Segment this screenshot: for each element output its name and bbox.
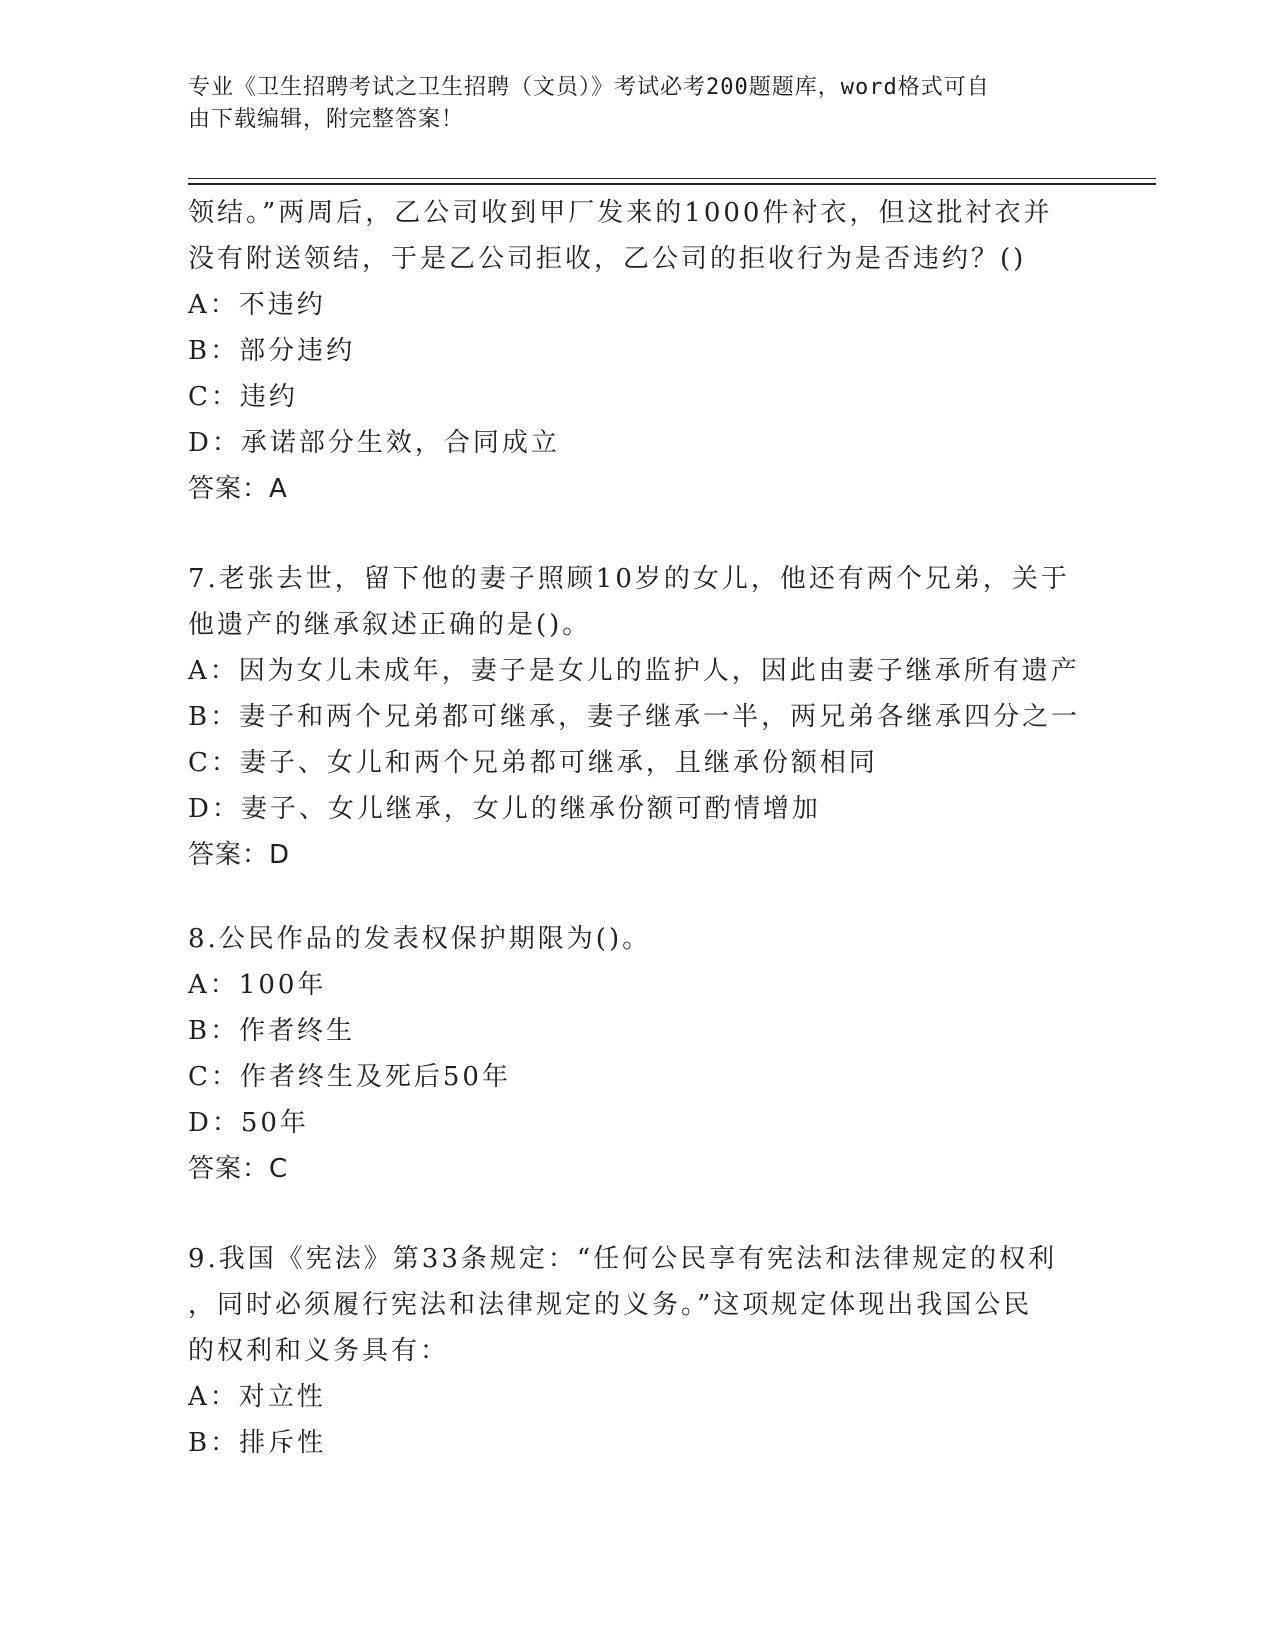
- answer-line: 答案：A: [188, 474, 288, 504]
- option-c: C：妻子、女儿和两个兄弟都可继承，且继承份额相同: [188, 748, 878, 778]
- question-stem: 领结。”两周后，乙公司收到甲厂发来的1000件衬衣，但这批衬衣并: [188, 198, 1053, 228]
- spacer: [188, 1192, 1088, 1236]
- option-c: C：作者终生及死后50年: [188, 1062, 511, 1092]
- question-stem: 7.老张去世，留下他的妻子照顾10岁的女儿，他还有两个兄弟，关于: [188, 564, 1070, 594]
- question-6: [188, 190, 1088, 512]
- question-stem: 他遗产的继承叙述正确的是()。: [188, 610, 592, 640]
- question-stem: ，同时必须履行宪法和法律规定的义务。”这项规定体现出我国公民: [188, 1290, 1033, 1320]
- question-stem: 没有附送领结，于是乙公司拒收，乙公司的拒收行为是否违约？(): [188, 244, 1027, 274]
- option-d: D：妻子、女儿继承，女儿的继承份额可酌情增加: [188, 794, 821, 824]
- document-header: [188, 72, 1068, 136]
- spacer: [188, 878, 1088, 916]
- option-b: B：作者终生: [188, 1016, 356, 1046]
- option-d: D：承诺部分生效，合同成立: [188, 428, 560, 458]
- option-a: A：100年: [188, 970, 327, 1000]
- question-stem: 8.公民作品的发表权保护期限为()。: [188, 924, 652, 954]
- option-d: D：50年: [188, 1108, 309, 1138]
- option-b: B：妻子和两个兄弟都可继承，妻子继承一半，两兄弟各继承四分之一: [188, 702, 1081, 732]
- answer-line: 答案：C: [188, 1154, 289, 1184]
- document-body: [188, 190, 1088, 1466]
- header-divider-thick: [188, 183, 1156, 185]
- answer-line: 答案：D: [188, 840, 291, 870]
- option-a: A：不违约: [188, 290, 326, 320]
- question-8: [188, 916, 1088, 1192]
- question-stem: 的权利和义务具有：: [188, 1336, 450, 1366]
- header-line-1: 专业《卫生招聘考试之卫生招聘（文员）》考试必考200题题库，word格式可自: [188, 75, 990, 100]
- option-b: B：部分违约: [188, 336, 356, 366]
- option-b: B：排斥性: [188, 1428, 327, 1458]
- option-c: C：违约: [188, 382, 298, 412]
- option-a: A：对立性: [188, 1382, 326, 1412]
- question-stem: 9.我国《宪法》第33条规定：“任何公民享有宪法和法律规定的权利: [188, 1244, 1058, 1274]
- header-divider-thin: [188, 178, 1156, 179]
- question-9: [188, 1236, 1088, 1466]
- option-a: A：因为女儿未成年，妻子是女儿的监护人，因此由妻子继承所有遗产: [188, 656, 1080, 686]
- header-line-2: 由下载编辑，附完整答案！: [188, 107, 465, 132]
- question-7: [188, 556, 1088, 878]
- spacer: [188, 512, 1088, 556]
